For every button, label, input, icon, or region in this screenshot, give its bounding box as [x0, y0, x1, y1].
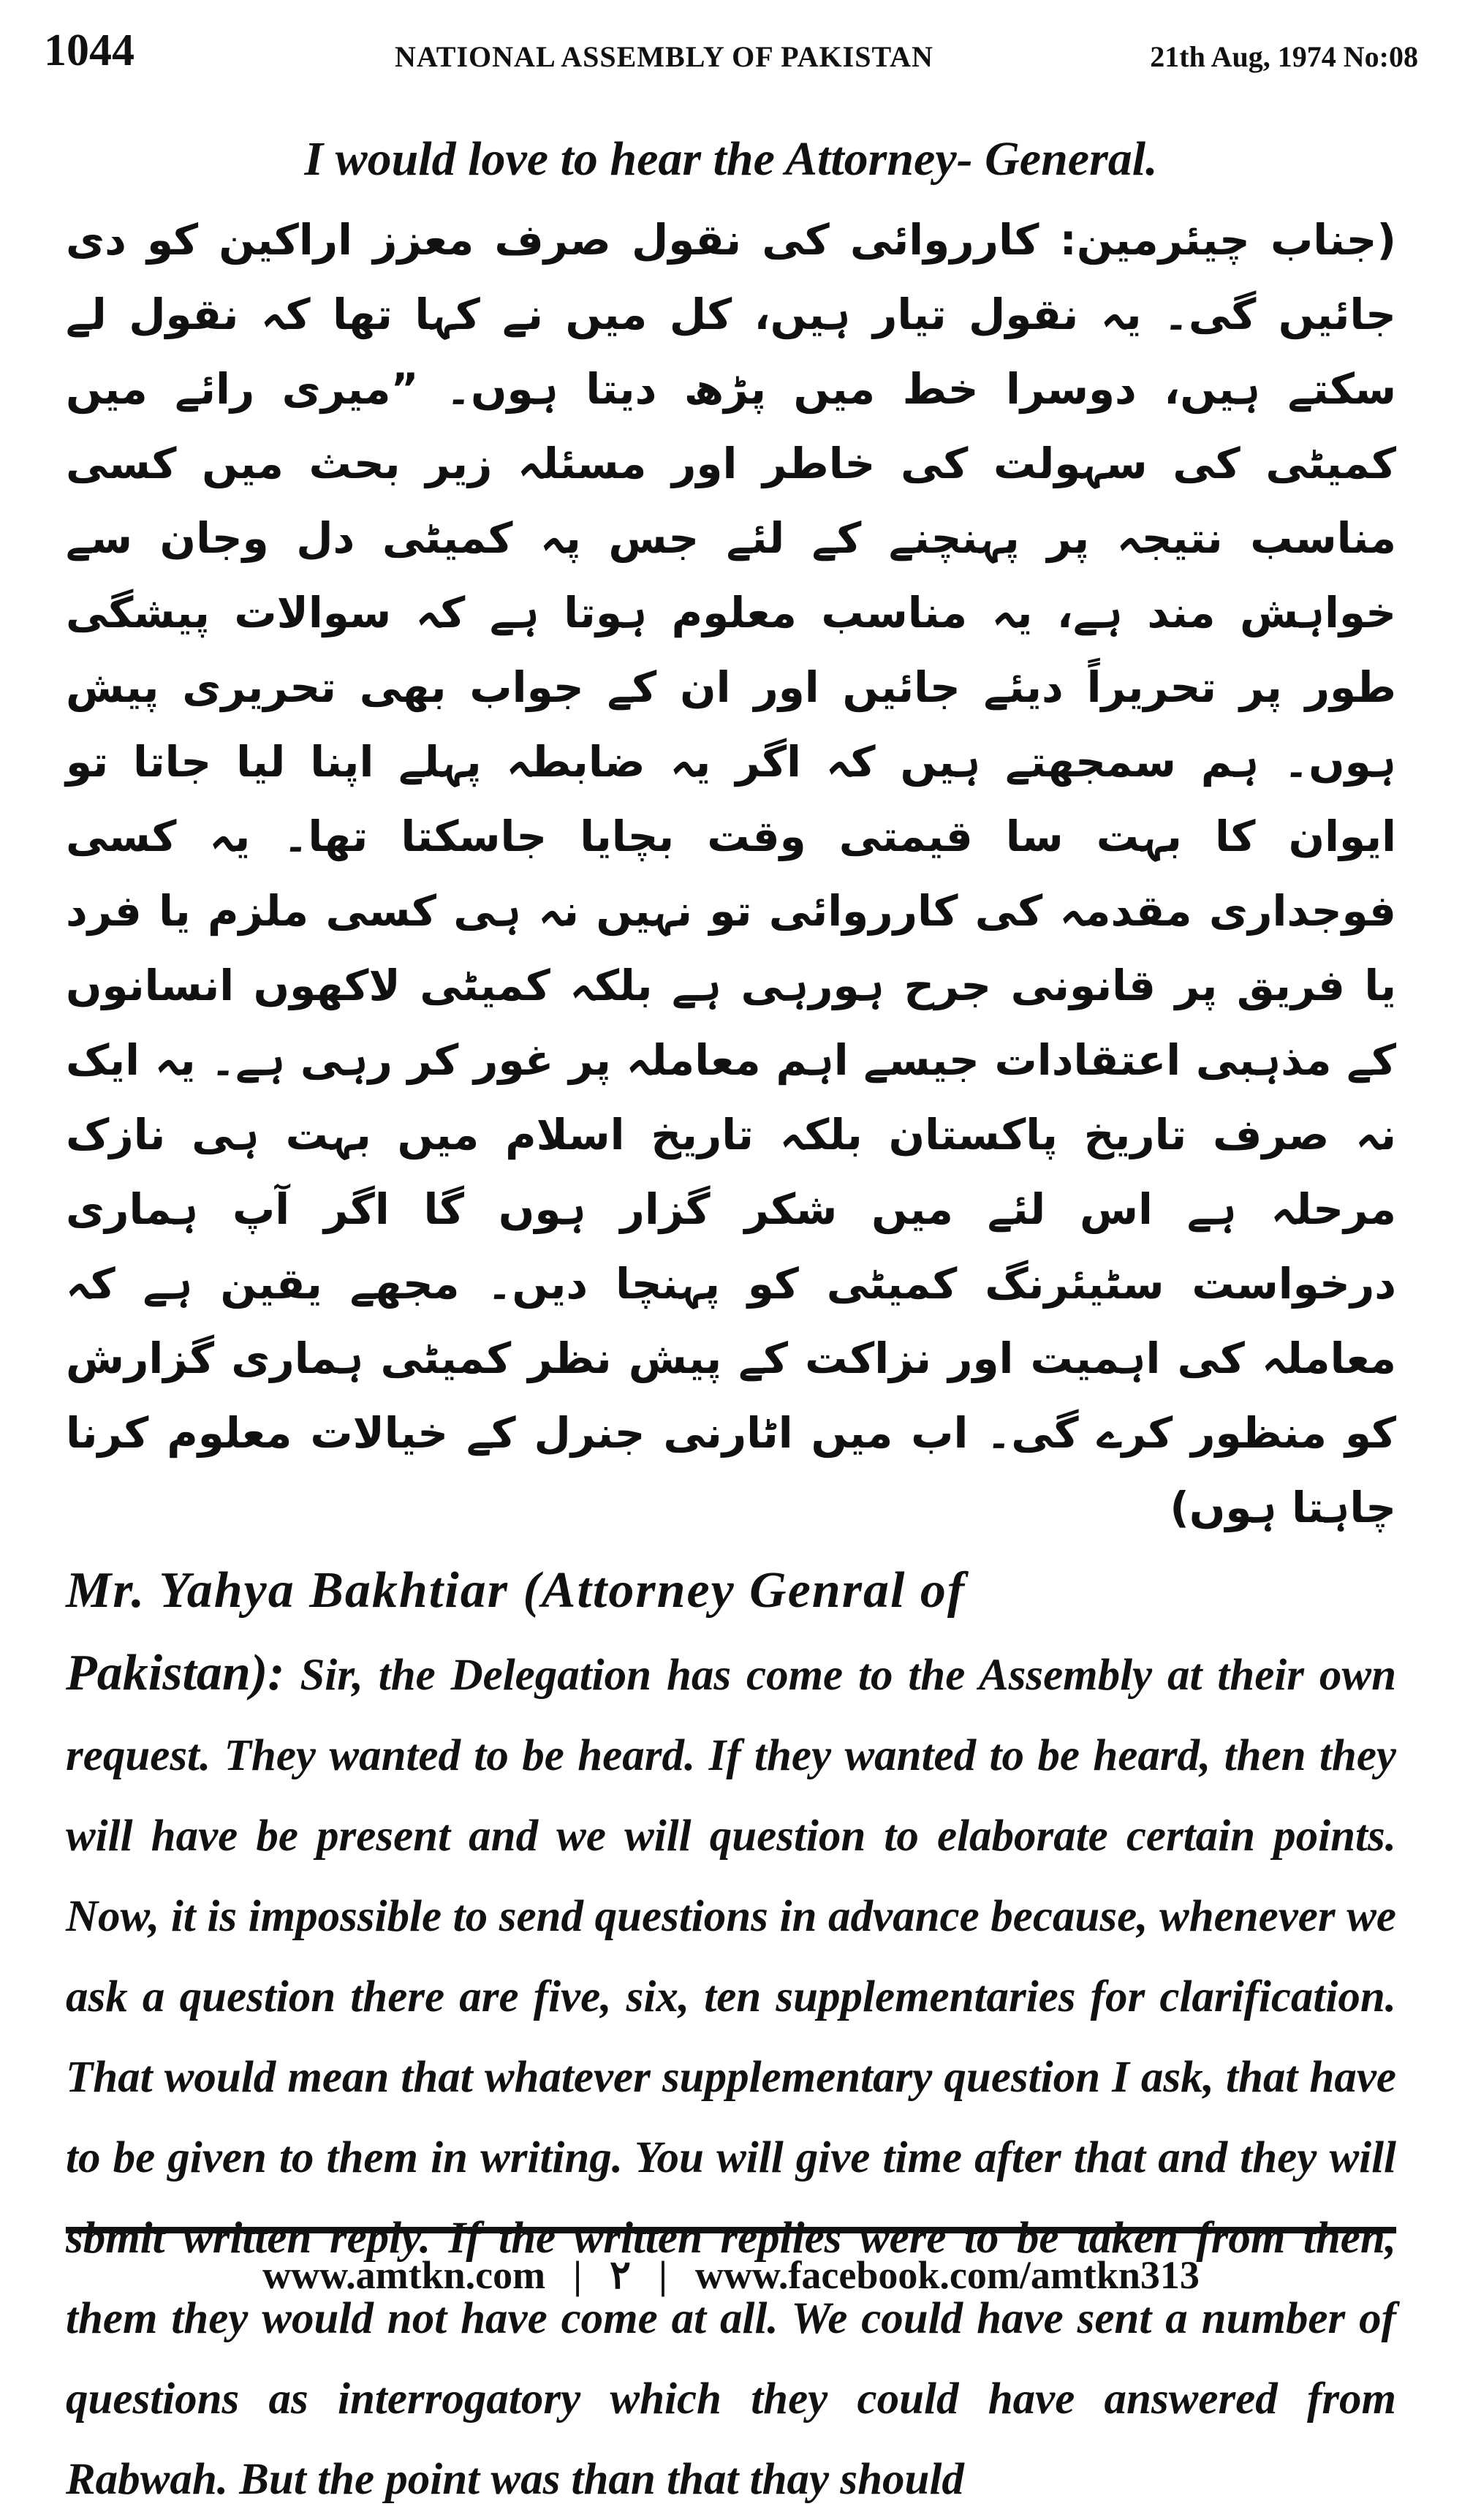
- header-date-number: 21th Aug, 1974 No:08: [1150, 40, 1418, 73]
- urdu-text: (جناب چیئرمین: کارروائی کی نقول صرف معزز اراکین کو دی جائیں گی۔ یہ نقول تیار ہیں، کل میں نے کہا تھا کہ نقول لے سکتے ہیں، دوسرا خط میں پڑھ دیتا ہوں۔ ”میری رائے میں کمیٹی کی سہولت کی خاطر اور مسئلہ زیر بحث میں کسی مناسب نتیجہ پر پہنچنے کے لئے جس پہ کمیٹی دل وجان سے خواہش مند ہے، یہ مناسب معلوم ہوتا ہے کہ سوالات پیشگی طور پر تحریراً دیئے جائیں اور ان کے جواب بھی تحریری پیش ہوں۔ ہم سمجھتے ہیں کہ اگر یہ ضابطہ پہلے اپنا لیا جاتا تو ایوان کا بہت سا قیمتی وقت بچایا جاسکتا تھا۔ یہ کسی فوجداری مقدمہ کی کارروائی تو نہیں نہ ہی کسی ملزم یا فرد یا فریق پر قانونی جرح ہورہی ہے بلکہ کمیٹی لاکھوں انسانوں کے مذہبی اعتقادات جیسے اہم معاملہ پر غور کر رہی ہے۔ یہ ایک نہ صرف تاریخ پاکستان بلکہ تاریخ اسلام میں بہت ہی نازک مرحلہ ہے اس لئے میں شکر گزار ہوں گا اگر آپ ہماری درخواست سٹیئرنگ کمیٹی کو پہنچا دیں۔ مجھے یقین ہے کہ معاملہ کی اہمیت اور نزاکت کے پیش نظر کمیٹی ہماری گزارش کو منظور کرے گی۔ اب میں اٹارنی جنرل کے خیالات معلوم کرنا چاہتا ہوں): [66, 215, 1396, 1533]
- page-header: [44, 20, 1418, 86]
- speech-paragraph: [66, 1551, 1396, 2520]
- page-footer: [66, 2252, 1396, 2317]
- speaker-line-2: Pakistan):: [66, 1645, 285, 1702]
- speaker-line-1: Mr. Yahya Bakhtiar (Attorney Genral of: [66, 1562, 966, 1619]
- page-body: [66, 130, 1396, 2520]
- speech-text: Sir, the Delegation has come to the Assembly at their own request. They wanted to be heard. If they wanted to be heard, then they will have be present and we will question to elaborate certain points. Now, it is impossible to send questions in advance because, whenever we ask a question there are five, six, ten supplementaries for clarification. That would mean that whatever supplementary question I ask, that have to be given to them in writing. You will give time after that and they will sbmit written reply. If the written replies were to be taken from then, them they would not have come at all. We could have sent a number of questions as interrogatory which they could have answered from Rabwah. But the point was than that thay should: [66, 1651, 1397, 2505]
- urdu-paragraph: [66, 203, 1396, 1545]
- footer-divider: [66, 2227, 1396, 2233]
- footer-page-marker: ۲: [610, 2253, 632, 2297]
- intro-line: I would love to hear the Attorney- General.: [304, 132, 1158, 186]
- footer-separator-left: |: [573, 2253, 582, 2297]
- footer-separator-right: |: [659, 2253, 667, 2297]
- header-title: NATIONAL ASSEMBLY OF PAKISTAN: [395, 40, 933, 73]
- page-number: 1044: [44, 26, 135, 75]
- footer-facebook-link[interactable]: www.facebook.com/amtkn313: [694, 2253, 1200, 2297]
- footer-website-link[interactable]: www.amtkn.com: [262, 2253, 546, 2297]
